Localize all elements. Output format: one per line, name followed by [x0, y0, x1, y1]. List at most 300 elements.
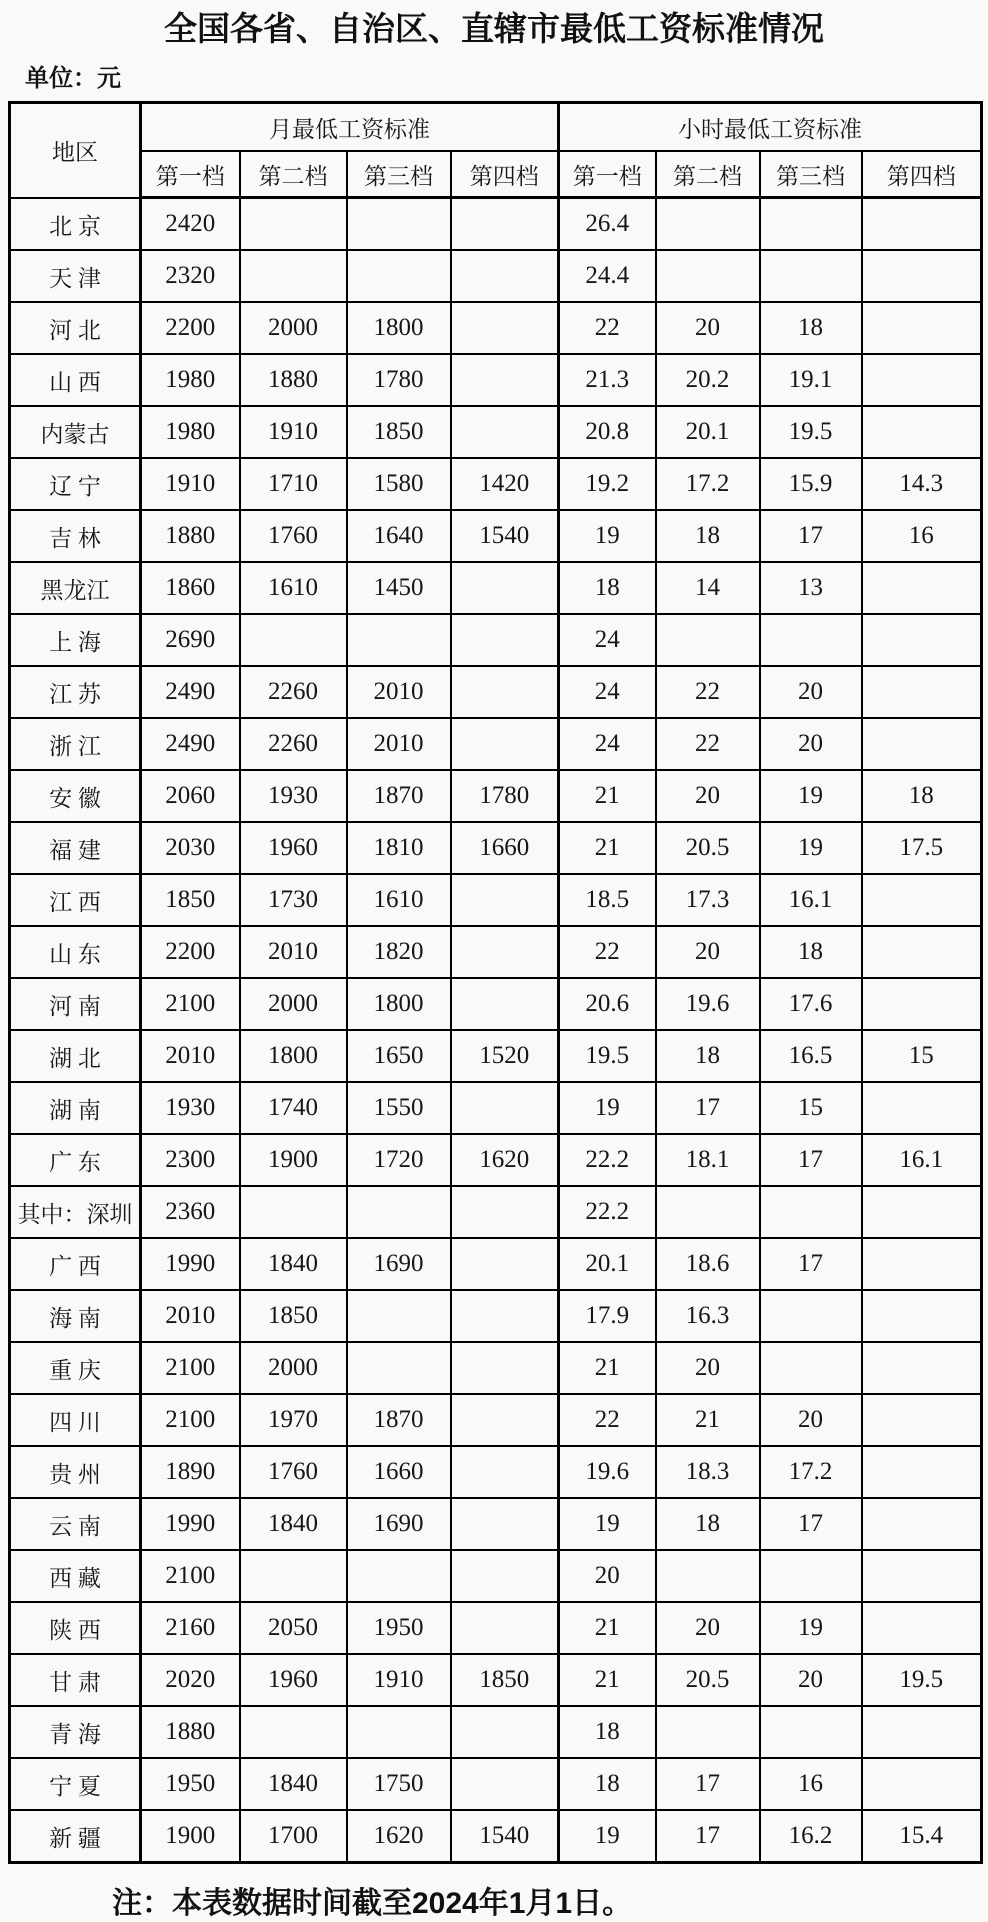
hourly-tier-cell: [862, 406, 982, 458]
hourly-tier-cell: 18: [760, 302, 862, 354]
hourly-tier-cell: [862, 1082, 982, 1134]
monthly-tier-cell: [451, 1238, 559, 1290]
monthly-tier-cell: [240, 1706, 347, 1758]
table-row: [10, 666, 982, 718]
hourly-tier-cell: 17: [760, 1238, 862, 1290]
table-row: [10, 406, 982, 458]
hourly-tier-cell: [656, 1550, 760, 1602]
hourly-tier-cell: 14.3: [862, 458, 982, 510]
table-row: [10, 822, 982, 874]
hourly-tier-cell: 19: [559, 1810, 656, 1863]
region-cell: 江 西: [10, 874, 141, 926]
monthly-tier-cell: 1850: [347, 406, 451, 458]
monthly-tier-cell: 2000: [240, 302, 347, 354]
region-cell: 辽 宁: [10, 458, 141, 510]
monthly-tier-cell: [347, 614, 451, 666]
hourly-tier-cell: 18: [862, 770, 982, 822]
hourly-tier-cell: 15.4: [862, 1810, 982, 1863]
monthly-tier-cell: 1930: [240, 770, 347, 822]
monthly-tier-cell: [451, 874, 559, 926]
hourly-tier-cell: [862, 718, 982, 770]
region-cell: 山 西: [10, 354, 141, 406]
hourly-tier-cell: 21: [559, 1654, 656, 1706]
region-cell: 重 庆: [10, 1342, 141, 1394]
hourly-tier-cell: 20: [760, 666, 862, 718]
monthly-tier-cell: [347, 1290, 451, 1342]
monthly-tier-cell: 1750: [347, 1758, 451, 1810]
monthly-tier-cell: [451, 406, 559, 458]
hourly-tier-cell: 17: [656, 1082, 760, 1134]
monthly-tier-cell: 2030: [141, 822, 240, 874]
hourly-tier-cell: 16.1: [862, 1134, 982, 1186]
hourly-tier-cell: 16.1: [760, 874, 862, 926]
hourly-tier-cell: [862, 1186, 982, 1238]
monthly-tier2-header: 第二档: [240, 151, 347, 198]
table-row: [10, 510, 982, 562]
table-row: [10, 1238, 982, 1290]
monthly-tier-cell: 2200: [141, 302, 240, 354]
hourly-tier-cell: 20: [656, 1602, 760, 1654]
monthly-tier-cell: 2010: [141, 1030, 240, 1082]
monthly-tier-cell: 1900: [141, 1810, 240, 1863]
hourly-tier-cell: 18.5: [559, 874, 656, 926]
region-cell: 广 西: [10, 1238, 141, 1290]
monthly-tier-cell: [451, 1706, 559, 1758]
table-row: [10, 1394, 982, 1446]
table-row: [10, 1654, 982, 1706]
monthly-tier-cell: [347, 1342, 451, 1394]
monthly-tier-cell: [451, 1446, 559, 1498]
hourly-tier-cell: 18: [656, 1030, 760, 1082]
hourly-tier-cell: 19.5: [559, 1030, 656, 1082]
hourly-tier-cell: 20: [656, 770, 760, 822]
monthly-tier-cell: [451, 302, 559, 354]
hourly-tier-cell: 26.4: [559, 198, 656, 251]
monthly-tier-cell: 1840: [240, 1238, 347, 1290]
hourly-tier-cell: 24: [559, 718, 656, 770]
monthly-tier-cell: 2100: [141, 978, 240, 1030]
hourly-tier-cell: [862, 926, 982, 978]
hourly-tier-cell: 19: [559, 1498, 656, 1550]
hourly-tier-cell: 21: [559, 822, 656, 874]
monthly-tier-cell: 1800: [347, 302, 451, 354]
hourly-tier-cell: 22.2: [559, 1134, 656, 1186]
hourly-tier-cell: 21: [559, 770, 656, 822]
hourly-tier-cell: 20.8: [559, 406, 656, 458]
monthly-tier-cell: 1880: [141, 1706, 240, 1758]
region-cell: 内蒙古: [10, 406, 141, 458]
hourly-tier-cell: [862, 1550, 982, 1602]
table-row: [10, 198, 982, 251]
monthly-tier-cell: 1720: [347, 1134, 451, 1186]
monthly-tier-cell: 2100: [141, 1550, 240, 1602]
hourly-tier-cell: 18: [656, 1498, 760, 1550]
monthly-tier-cell: 2100: [141, 1394, 240, 1446]
region-cell: 云 南: [10, 1498, 141, 1550]
hourly-tier-cell: 20: [656, 1342, 760, 1394]
region-cell: 福 建: [10, 822, 141, 874]
page-title: 全国各省、自治区、直辖市最低工资标准情况: [164, 10, 824, 47]
hourly-tier-cell: 16: [760, 1758, 862, 1810]
hourly-tier-cell: 19.5: [760, 406, 862, 458]
region-cell: 陕 西: [10, 1602, 141, 1654]
hourly-tier-cell: 20: [559, 1550, 656, 1602]
table-row: [10, 1550, 982, 1602]
monthly-tier-cell: 1860: [141, 562, 240, 614]
monthly-tier-cell: 1660: [451, 822, 559, 874]
hourly-tier-cell: [760, 614, 862, 666]
monthly-tier-cell: 2490: [141, 718, 240, 770]
monthly-tier-cell: 1550: [347, 1082, 451, 1134]
region-cell: 海 南: [10, 1290, 141, 1342]
monthly-tier-cell: 1760: [240, 510, 347, 562]
hourly-tier3-header: 第三档: [760, 151, 862, 198]
hourly-tier-cell: 19.6: [559, 1446, 656, 1498]
hourly-tier-cell: [862, 562, 982, 614]
monthly-tier-cell: [240, 250, 347, 302]
hourly-tier4-header: 第四档: [862, 151, 982, 198]
table-row: [10, 874, 982, 926]
region-cell: 广 东: [10, 1134, 141, 1186]
table-row: [10, 302, 982, 354]
monthly-tier-cell: 1870: [347, 1394, 451, 1446]
hourly-tier-cell: 20.5: [656, 1654, 760, 1706]
table-row: [10, 1290, 982, 1342]
hourly-tier-cell: 22: [656, 718, 760, 770]
monthly-tier-cell: [451, 666, 559, 718]
hourly-tier-cell: [656, 1186, 760, 1238]
monthly-tier-cell: 1960: [240, 1654, 347, 1706]
monthly-tier-cell: 1580: [347, 458, 451, 510]
monthly-tier-cell: 1780: [451, 770, 559, 822]
monthly-tier-cell: [451, 1082, 559, 1134]
monthly-tier-cell: 1420: [451, 458, 559, 510]
hourly-tier-cell: [862, 1290, 982, 1342]
hourly-tier-cell: [760, 1706, 862, 1758]
monthly-tier-cell: 1730: [240, 874, 347, 926]
hourly-tier-cell: 24: [559, 666, 656, 718]
monthly-tier-cell: [451, 562, 559, 614]
monthly-tier-cell: [347, 250, 451, 302]
hourly-tier-cell: 22: [559, 926, 656, 978]
region-cell: 湖 北: [10, 1030, 141, 1082]
hourly-tier-cell: [862, 250, 982, 302]
hourly-tier-cell: 21: [559, 1602, 656, 1654]
monthly-tier-cell: 1970: [240, 1394, 347, 1446]
hourly-tier-cell: 19: [559, 1082, 656, 1134]
monthly-tier-cell: 2420: [141, 198, 240, 251]
region-cell: 青 海: [10, 1706, 141, 1758]
hourly-tier-cell: 18.3: [656, 1446, 760, 1498]
hourly-tier-cell: 20.5: [656, 822, 760, 874]
table-row: [10, 1602, 982, 1654]
hourly-tier-cell: 22: [559, 1394, 656, 1446]
hourly-tier-cell: 20: [656, 302, 760, 354]
monthly-tier-cell: 1610: [347, 874, 451, 926]
hourly-tier-cell: 22.2: [559, 1186, 656, 1238]
hourly-tier-cell: 24: [559, 614, 656, 666]
hourly-tier-cell: 17: [760, 1134, 862, 1186]
monthly-tier-cell: [451, 1290, 559, 1342]
hourly-tier-cell: [862, 978, 982, 1030]
monthly-tier4-header: 第四档: [451, 151, 559, 198]
hourly-tier-cell: 24.4: [559, 250, 656, 302]
monthly-tier-cell: 1880: [141, 510, 240, 562]
region-cell: 上 海: [10, 614, 141, 666]
region-cell: 其中：深圳: [10, 1186, 141, 1238]
monthly-tier-cell: 2000: [240, 978, 347, 1030]
hourly-tier-cell: [862, 614, 982, 666]
monthly-tier-cell: 1870: [347, 770, 451, 822]
hourly-tier-cell: [862, 354, 982, 406]
monthly-tier-cell: [451, 1498, 559, 1550]
monthly-tier-cell: 1930: [141, 1082, 240, 1134]
hourly-tier-cell: 15.9: [760, 458, 862, 510]
hourly-tier-cell: [862, 1238, 982, 1290]
monthly-tier-cell: 1950: [141, 1758, 240, 1810]
monthly-tier-cell: 1980: [141, 406, 240, 458]
monthly-tier-cell: 2260: [240, 718, 347, 770]
monthly-tier-cell: [451, 1602, 559, 1654]
monthly-tier-cell: 2360: [141, 1186, 240, 1238]
hourly-tier-cell: [862, 1342, 982, 1394]
monthly-tier-cell: 1950: [347, 1602, 451, 1654]
monthly-tier-cell: [240, 198, 347, 251]
monthly-tier-cell: 1690: [347, 1238, 451, 1290]
table-row: [10, 562, 982, 614]
monthly-tier-cell: 2020: [141, 1654, 240, 1706]
hourly-tier-cell: 18: [559, 562, 656, 614]
monthly-tier-cell: 1760: [240, 1446, 347, 1498]
table-row: [10, 1706, 982, 1758]
hourly-tier-cell: [760, 198, 862, 251]
hourly-tier-cell: 19.1: [760, 354, 862, 406]
hourly-tier-cell: 17: [656, 1758, 760, 1810]
table-row: [10, 614, 982, 666]
monthly-tier-cell: 1740: [240, 1082, 347, 1134]
hourly-tier-cell: 18: [559, 1758, 656, 1810]
hourly-tier2-header: 第二档: [656, 151, 760, 198]
table-row: [10, 1758, 982, 1810]
region-cell: 吉 林: [10, 510, 141, 562]
monthly-tier-cell: 1890: [141, 1446, 240, 1498]
hourly-tier-cell: [862, 302, 982, 354]
hourly-tier-cell: 17.3: [656, 874, 760, 926]
monthly-tier-cell: 1980: [141, 354, 240, 406]
region-cell: 甘 肃: [10, 1654, 141, 1706]
monthly-tier-cell: 1540: [451, 510, 559, 562]
hourly-tier-cell: 16.3: [656, 1290, 760, 1342]
hourly-tier-cell: 18.1: [656, 1134, 760, 1186]
table-row: [10, 1186, 982, 1238]
region-cell: 湖 南: [10, 1082, 141, 1134]
table-row: [10, 1498, 982, 1550]
monthly-tier-cell: 1520: [451, 1030, 559, 1082]
monthly-tier-cell: 2050: [240, 1602, 347, 1654]
hourly-tier-cell: [760, 1186, 862, 1238]
region-cell: 北 京: [10, 198, 141, 251]
monthly-tier-cell: 2690: [141, 614, 240, 666]
monthly-tier-cell: [347, 1550, 451, 1602]
monthly-tier-cell: 2200: [141, 926, 240, 978]
hourly-tier-cell: 19: [559, 510, 656, 562]
monthly-tier-cell: [451, 250, 559, 302]
hourly-group-header: 小时最低工资标准: [559, 103, 982, 152]
monthly-tier-cell: 1840: [240, 1758, 347, 1810]
monthly-tier-cell: 1850: [240, 1290, 347, 1342]
monthly-tier-cell: 2300: [141, 1134, 240, 1186]
table-row: [10, 926, 982, 978]
hourly-tier-cell: 17: [656, 1810, 760, 1863]
table-row: [10, 1030, 982, 1082]
monthly-tier-cell: [451, 718, 559, 770]
hourly-tier-cell: 16.2: [760, 1810, 862, 1863]
monthly-tier-cell: 1800: [240, 1030, 347, 1082]
hourly-tier-cell: 18.6: [656, 1238, 760, 1290]
hourly-tier-cell: 15: [760, 1082, 862, 1134]
hourly-tier-cell: [862, 1706, 982, 1758]
monthly-tier-cell: [451, 354, 559, 406]
hourly-tier-cell: 20: [656, 926, 760, 978]
monthly-tier-cell: 1800: [347, 978, 451, 1030]
hourly-tier-cell: [760, 1550, 862, 1602]
table-row: [10, 1446, 982, 1498]
monthly-tier-cell: 1650: [347, 1030, 451, 1082]
hourly-tier-cell: [862, 1602, 982, 1654]
hourly-tier-cell: [656, 1706, 760, 1758]
table-row: [10, 978, 982, 1030]
table-row: [10, 458, 982, 510]
monthly-tier-cell: [451, 978, 559, 1030]
hourly-tier-cell: [656, 250, 760, 302]
hourly-tier-cell: 19.5: [862, 1654, 982, 1706]
region-cell: 河 北: [10, 302, 141, 354]
monthly-tier-cell: [451, 614, 559, 666]
table-row: [10, 1810, 982, 1863]
hourly-tier-cell: 13: [760, 562, 862, 614]
monthly-tier-cell: 1640: [347, 510, 451, 562]
hourly-tier-cell: 19: [760, 822, 862, 874]
unit-label: 单位：元: [25, 65, 121, 93]
region-cell: 天 津: [10, 250, 141, 302]
region-cell: 四 川: [10, 1394, 141, 1446]
monthly-tier-cell: 1990: [141, 1498, 240, 1550]
hourly-tier-cell: 17.2: [656, 458, 760, 510]
minimum-wage-table: [8, 101, 983, 1864]
hourly-tier-cell: 15: [862, 1030, 982, 1082]
hourly-tier-cell: 20: [760, 1654, 862, 1706]
hourly-tier-cell: 18: [760, 926, 862, 978]
monthly-tier-cell: [240, 614, 347, 666]
monthly-tier-cell: [347, 198, 451, 251]
monthly-tier-cell: [451, 1550, 559, 1602]
monthly-tier-cell: 2060: [141, 770, 240, 822]
hourly-tier-cell: 16.5: [760, 1030, 862, 1082]
monthly-tier-cell: 2000: [240, 1342, 347, 1394]
monthly-tier-cell: 1780: [347, 354, 451, 406]
monthly-tier-cell: 2260: [240, 666, 347, 718]
monthly-tier-cell: 2010: [347, 718, 451, 770]
monthly-tier-cell: [451, 1758, 559, 1810]
hourly-tier-cell: 17.6: [760, 978, 862, 1030]
table-row: [10, 250, 982, 302]
region-cell: 新 疆: [10, 1810, 141, 1863]
hourly-tier-cell: 20: [760, 1394, 862, 1446]
hourly-tier-cell: 18: [559, 1706, 656, 1758]
monthly-tier-cell: 1910: [347, 1654, 451, 1706]
region-cell: 江 苏: [10, 666, 141, 718]
hourly-tier-cell: 17.2: [760, 1446, 862, 1498]
hourly-tier-cell: 17.5: [862, 822, 982, 874]
region-cell: 西 藏: [10, 1550, 141, 1602]
hourly-tier-cell: 20.2: [656, 354, 760, 406]
hourly-tier-cell: [862, 1394, 982, 1446]
hourly-tier-cell: 21.3: [559, 354, 656, 406]
hourly-tier1-header: 第一档: [559, 151, 656, 198]
monthly-tier-cell: [451, 198, 559, 251]
region-cell: 河 南: [10, 978, 141, 1030]
monthly-tier-cell: 2160: [141, 1602, 240, 1654]
monthly-tier-cell: 2100: [141, 1342, 240, 1394]
monthly-tier-cell: [240, 1550, 347, 1602]
hourly-tier-cell: 18: [656, 510, 760, 562]
hourly-tier-cell: 14: [656, 562, 760, 614]
hourly-tier-cell: [760, 1342, 862, 1394]
monthly-tier-cell: 1900: [240, 1134, 347, 1186]
monthly-tier-cell: 1820: [347, 926, 451, 978]
monthly-tier-cell: 1450: [347, 562, 451, 614]
monthly-tier-cell: 2010: [141, 1290, 240, 1342]
monthly-tier-cell: 1910: [240, 406, 347, 458]
monthly-tier-cell: 1850: [451, 1654, 559, 1706]
region-cell: 安 徽: [10, 770, 141, 822]
hourly-tier-cell: 19.6: [656, 978, 760, 1030]
monthly-tier-cell: 1610: [240, 562, 347, 614]
monthly-tier-cell: 1990: [141, 1238, 240, 1290]
hourly-tier-cell: 19: [760, 1602, 862, 1654]
monthly-tier3-header: 第三档: [347, 151, 451, 198]
monthly-tier-cell: 2010: [240, 926, 347, 978]
hourly-tier-cell: 20.1: [656, 406, 760, 458]
monthly-tier-cell: [347, 1186, 451, 1238]
hourly-tier-cell: 22: [656, 666, 760, 718]
hourly-tier-cell: 19: [760, 770, 862, 822]
monthly-tier-cell: 1540: [451, 1810, 559, 1863]
hourly-tier-cell: [760, 1290, 862, 1342]
monthly-tier-cell: 1620: [347, 1810, 451, 1863]
hourly-tier-cell: [862, 1446, 982, 1498]
footnote: 注：本表数据时间截至2024年1月1日。: [112, 1887, 633, 1921]
hourly-tier-cell: 21: [559, 1342, 656, 1394]
table-row: [10, 354, 982, 406]
hourly-tier-cell: [760, 250, 862, 302]
region-cell: 黑龙江: [10, 562, 141, 614]
hourly-tier-cell: [862, 1758, 982, 1810]
monthly-tier-cell: [240, 1186, 347, 1238]
hourly-tier-cell: [862, 874, 982, 926]
hourly-tier-cell: 17.9: [559, 1290, 656, 1342]
region-cell: 宁 夏: [10, 1758, 141, 1810]
hourly-tier-cell: [656, 614, 760, 666]
monthly-tier-cell: [347, 1706, 451, 1758]
monthly-tier-cell: 1840: [240, 1498, 347, 1550]
region-cell: 山 东: [10, 926, 141, 978]
hourly-tier-cell: [862, 198, 982, 251]
monthly-tier-cell: 1700: [240, 1810, 347, 1863]
monthly-tier-cell: [451, 1186, 559, 1238]
table-row: [10, 718, 982, 770]
monthly-tier-cell: 1810: [347, 822, 451, 874]
